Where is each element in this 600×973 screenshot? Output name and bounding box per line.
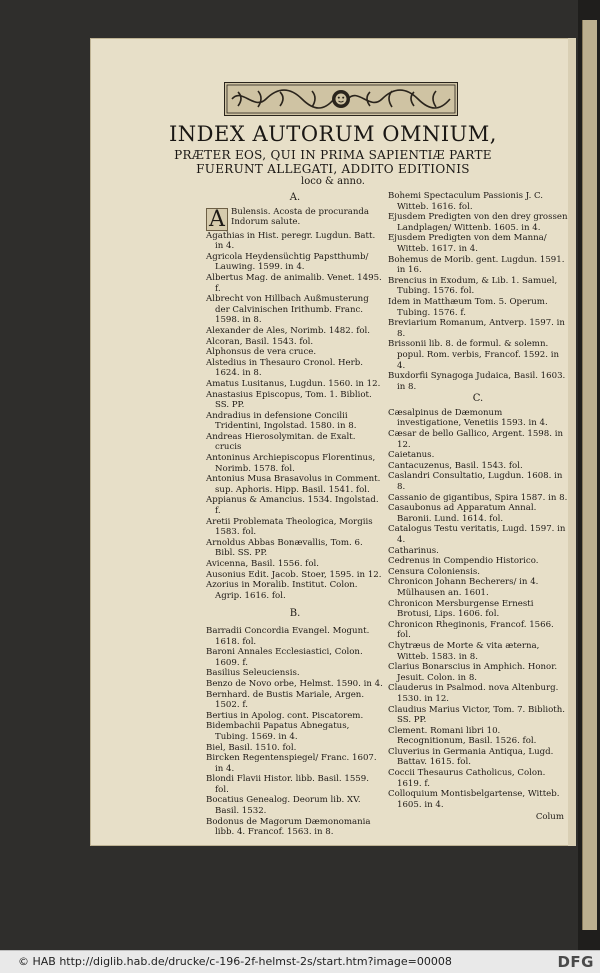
index-entry: Alexander de Ales, Norimb. 1482. fol.: [206, 325, 371, 336]
index-entry: Coccii Thesaurus Catholicus, Colon. 1619. f.: [388, 768, 546, 789]
scanned-page: [90, 38, 576, 846]
dfg-logo: DFG: [557, 953, 594, 971]
index-entry: Bertius in Apolog. cont. Piscatorem.: [206, 710, 364, 721]
index-entry: Avicenna, Basil. 1556. fol.: [206, 559, 319, 569]
index-entry: Cæsalpinus de Dæmonum investigatione, Venetiis 1593. in 4.: [388, 407, 548, 429]
index-entry: Cantacuzenus, Basil. 1543. fol.: [388, 460, 523, 471]
index-title: INDEX AUTORUM OMNIUM,: [168, 122, 497, 146]
index-entry: Caietanus.: [388, 450, 435, 461]
index-entry: Catharinus.: [388, 545, 439, 556]
index-entry: Ejusdem Predigten von dem Manna/ Witteb. 1617. in 4.: [388, 233, 547, 254]
index-subtitle-line-2: FUERUNT ALLEGATI, ADDITO EDITIONIS: [196, 162, 470, 176]
section-b-list: [206, 626, 384, 838]
index-entry: Agathias in Hist. peregr. Lugdun. Batt. in 4.: [206, 230, 376, 252]
index-entry: Breviarium Romanum, Antverp. 1597. in 8.: [388, 318, 565, 339]
index-entry: Andradius in defensione Concilii Tridentini, Ingolstad. 1580. in 8.: [206, 410, 357, 432]
index-entry: Bidembachii Papatus Abnegatus, Tubing. 1569. in 4.: [206, 721, 350, 742]
index-entry: Albertus Mag. de animalib. Venet. 1495. f.: [206, 272, 382, 294]
index-entry: Cedrenus in Compendio Historico.: [388, 556, 539, 567]
section-letter-a: A.: [289, 192, 301, 203]
right-column: [388, 191, 568, 823]
index-entry: Basilius Seleuciensis.: [206, 668, 300, 679]
index-entry: Idem in Matthæum Tom. 5. Operum. Tubing. 1576. f.: [388, 296, 548, 318]
adjacent-page-edge: [578, 0, 600, 950]
section-b-continued-list: [388, 191, 568, 392]
index-entry: Cæsar de bello Gallico, Argent. 1598. in 12.: [388, 429, 563, 450]
index-entry: Alphonsus de vera cruce.: [206, 347, 317, 358]
index-entry: Blondi Flavii Histor. libb. Basil. 1559. fol.: [206, 774, 369, 795]
index-entry: Cassanio de gigantibus, Spira 1587. in 8.: [388, 492, 568, 503]
index-entry: Casaubonus ad Apparatum Annal. Baronii. Lund. 1614. fol.: [388, 503, 537, 524]
index-entry: Brencius in Exodum, & Lib. 1. Samuel, Tubing. 1576. fol.: [388, 275, 558, 297]
index-entry: Arnoldus Abbas Bonævallis, Tom. 6. Bibl. SS. PP.: [206, 537, 363, 559]
index-entry: Ejusdem Predigten von den drey grossen Landplagen/ Wittenb. 1605. in 4.: [388, 212, 568, 233]
index-entry: Chronicon Rheginonis, Francof. 1566. fol.: [388, 619, 554, 641]
index-entry: Bernhard. de Bustis Mariale, Argen. 1502. f.: [206, 689, 365, 711]
copyright-url-link[interactable]: © HAB http://diglib.hab.de/drucke/c-196-2f-helmst-2s/start.htm?image=00008: [18, 955, 452, 968]
index-entry: Bohemus de Morib. gent. Lugdun. 1591. in 16.: [388, 254, 565, 276]
viewer-footer: [0, 950, 600, 973]
index-subtitle-line-1: PRÆTER EOS, QUI IN PRIMA SAPIENTIÆ PARTE: [174, 148, 492, 162]
index-entry: Bocatius Genealog. Deorum lib. XV. Basil. 1532.: [206, 795, 361, 817]
index-entry: Antoninus Archiepiscopus Florentinus, Norimb. 1578. fol.: [206, 453, 376, 474]
index-entry: Buxdorfii Synagoga Judaica, Basil. 1603. in 8.: [388, 371, 566, 392]
index-entry: Alstedius in Thesauro Cronol. Herb. 1624. in 8.: [206, 357, 363, 379]
index-entry: Aretii Problemata Theologica, Morgiis 1583. fol.: [206, 516, 373, 538]
index-entry: Azorius in Moralib. Institut. Colon. Agrip. 1616. fol.: [206, 580, 358, 601]
decorated-initial: A: [206, 208, 228, 231]
index-entry: Bohemi Spectaculum Passionis J. C. Witteb. 1616. fol.: [388, 191, 544, 212]
index-entry: Baroni Annales Ecclesiastici, Colon. 1609. f.: [206, 647, 363, 668]
index-entry: Clarius Bonarscius in Amphich. Honor. Jesuit. Colon. in 8.: [388, 662, 558, 683]
index-entry: Claudius Marius Victor, Tom. 7. Biblioth. SS. PP.: [388, 704, 565, 726]
section-letter-c: C.: [472, 393, 484, 405]
index-entry: Barradii Concordia Evangel. Mogunt. 1618. fol.: [206, 625, 370, 647]
section-letter-b: B.: [289, 608, 301, 620]
left-column: [206, 191, 384, 838]
index-entry: Chronicon Mersburgense Ernesti Brotusi, Lips. 1606. fol.: [388, 598, 534, 620]
index-entry: Albrecht von Hillbach Außmusterung der Calvinischen Irithumb. Franc. 1598. in 8.: [206, 294, 369, 326]
index-entry: Ausonius Edit. Jacob. Stoer, 1595. in 12.: [206, 569, 382, 580]
index-entry: Clauderus in Psalmod. nova Altenburg. 1530. in 12.: [388, 683, 559, 704]
index-subtitle-line-3: loco & anno.: [301, 176, 365, 187]
index-entry: Chytræus de Morte & vita æterna, Witteb. 1583. in 8.: [388, 640, 540, 662]
index-entry: Catalogus Testu veritatis, Lugd. 1597. in 4.: [388, 524, 566, 545]
section-c-list: [388, 408, 568, 811]
index-entry: Benzo de Novo orbe, Helmst. 1590. in 4.: [206, 678, 383, 689]
index-entry: Brissonii lib. 8. de formul. & solemn. popul. Rom. verbis, Francof. 1592. in 4.: [388, 339, 560, 371]
page-edge-fold: [582, 20, 597, 930]
index-entry: Amatus Lusitanus, Lugdun. 1560. in 12.: [206, 378, 381, 389]
index-entry: Censura Coloniensis.: [388, 566, 480, 577]
ornamental-headpiece: [224, 82, 458, 116]
index-entry: Antonius Musa Brasavolus in Comment. sup. Aphoris. Hipp. Basil. 1541. fol.: [206, 474, 381, 495]
index-entry: Anastasius Episcopus, Tom. 1. Bibliot. SS. PP.: [206, 389, 372, 411]
index-entry: Biel, Basil. 1510. fol.: [206, 742, 297, 753]
index-entry: Chronicon Johann Becherers/ in 4. Mülhausen an. 1601.: [388, 577, 539, 598]
index-entry: Bodonus de Magorum Dæmonomania libb. 4. Francof. 1563. in 8.: [206, 816, 371, 838]
index-entry: Andreas Hierosolymitan. de Exalt. crucis: [206, 431, 356, 453]
dropcap-entry-text: Bulensis. Acosta de procuranda Indorum salute.: [231, 206, 370, 228]
index-entry: Appianus & Amancius. 1534. Ingolstad. f.: [206, 495, 379, 517]
section-a-list: [206, 231, 384, 602]
index-entry: Cluverius in Germania Antiqua, Lugd. Battav. 1615. fol.: [388, 746, 554, 768]
index-entry: Alcoran, Basil. 1543. fol.: [206, 336, 314, 347]
dropcap-entry: [206, 207, 384, 231]
index-entry: Agricola Heydensüchtig Papstthumb/ Lauwing. 1599. in 4.: [206, 251, 369, 273]
index-entry: Caslandri Consultatio, Lugdun. 1608. in 8.: [388, 471, 563, 493]
index-entry: Clement. Romani libri 10. Recognitionum, Basil. 1526. fol.: [388, 725, 537, 747]
index-entry: Colloquium Montisbelgartense, Witteb. 1605. in 4.: [388, 789, 560, 810]
catchword: Colum: [535, 812, 564, 823]
index-entry: Bircken Regentenspiegel/ Franc. 1607. in 4.: [206, 753, 377, 774]
